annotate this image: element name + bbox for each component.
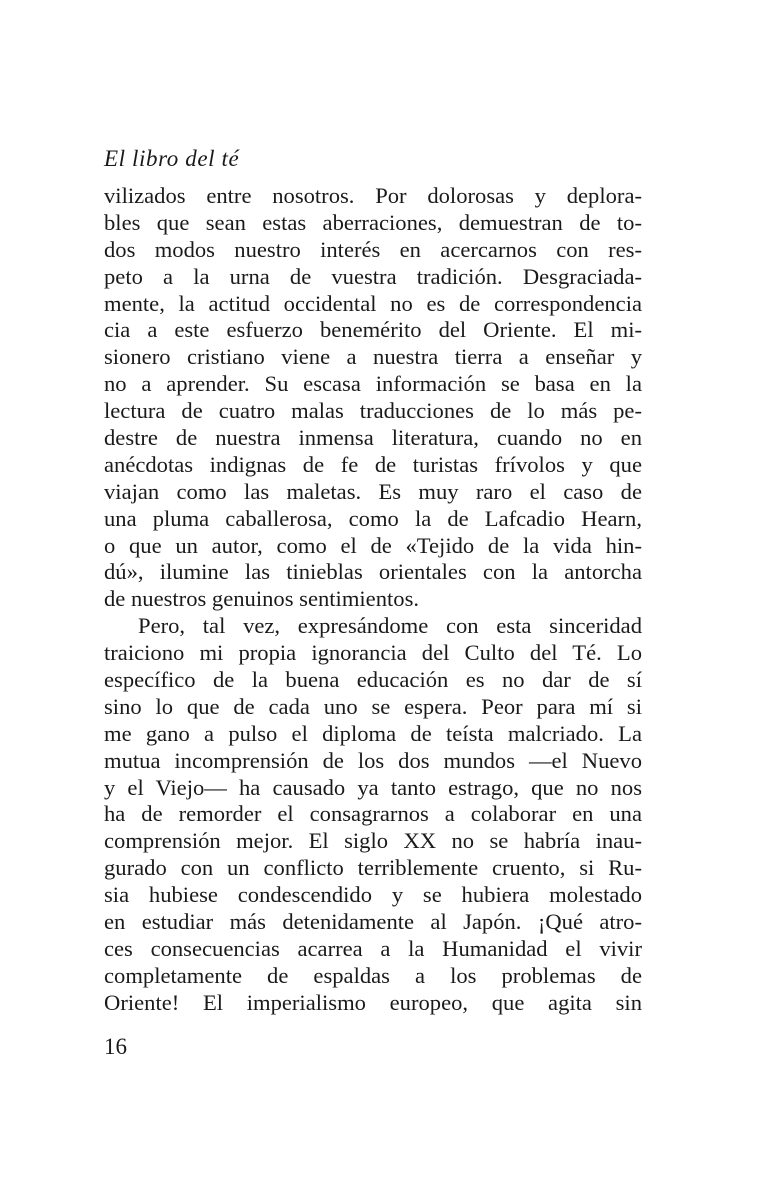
text-line: bles que sean estas aberraciones, demuestran de to- (104, 209, 642, 235)
page-number: 16 (104, 1034, 127, 1059)
text-line: una pluma caballerosa, como la de Lafcadio Hearn, (104, 505, 642, 531)
text-line: de nuestros genuinos sentimientos. (104, 586, 420, 612)
text-line: en estudiar más detenidamente al Japón. ¡Qué atro- (104, 909, 642, 935)
text-line: mutua incomprensión de los dos mundos —el Nuevo (104, 747, 642, 773)
text-line: dú», ilumine las tinieblas orientales con la antorcha (104, 559, 642, 585)
paragraph-2 (104, 613, 642, 1016)
text-line: peto a la urna de vuestra tradición. Desgraciada- (104, 263, 642, 289)
text-line: no a aprender. Su escasa información se basa en la (104, 371, 642, 397)
text-line: sia hubiese condescendido y se hubiera molestado (104, 882, 642, 908)
text-line: completamente de espaldas a los problemas de (104, 962, 642, 988)
text-line: sino lo que de cada uno se espera. Peor para mí si (104, 693, 642, 719)
text-line: destre de nuestra inmensa literatura, cuando no en (104, 425, 642, 451)
paragraph-1 (104, 183, 642, 613)
body-text (104, 183, 642, 1017)
text-line: gurado con un conflicto terriblemente cruento, si Ru- (104, 855, 642, 881)
text-line: mente, la actitud occidental no es de correspondencia (104, 290, 642, 316)
text-line: ces consecuencias acarrea a la Humanidad el vivir (104, 935, 642, 961)
text-line: me gano a pulso el diploma de teísta malcriado. La (104, 720, 642, 746)
text-line: específico de la buena educación es no dar de sí (104, 667, 642, 693)
running-head: El libro del té (104, 146, 240, 171)
book-page (104, 0, 642, 1183)
text-line: vilizados entre nosotros. Por dolorosas y deplora- (104, 183, 642, 208)
text-line: y el Viejo— ha causado ya tanto estrago, que no nos (104, 774, 642, 800)
text-line: anécdotas indignas de fe de turistas frívolos y que (104, 451, 642, 477)
text-line: cia a este esfuerzo benemérito del Oriente. El mi- (104, 317, 642, 343)
text-line: traiciono mi propia ignorancia del Culto del Té. Lo (104, 640, 642, 666)
text-line: sionero cristiano viene a nuestra tierra a enseñar y (104, 344, 642, 370)
text-line: ha de remorder el consagrarnos a colaborar en una (104, 801, 642, 827)
text-line: o que un autor, como el de «Tejido de la vida hin- (104, 532, 642, 558)
text-line: Oriente! El imperialismo europeo, que agita sin (104, 989, 642, 1015)
text-line: comprensión mejor. El siglo XX no se habría inau- (104, 828, 642, 854)
text-line: viajan como las maletas. Es muy raro el caso de (104, 478, 642, 504)
text-line: Pero, tal vez, expresándome con esta sinceridad (138, 613, 642, 639)
text-line: dos modos nuestro interés en acercarnos con res- (104, 236, 642, 262)
text-line: lectura de cuatro malas traducciones de lo más pe- (104, 398, 642, 424)
